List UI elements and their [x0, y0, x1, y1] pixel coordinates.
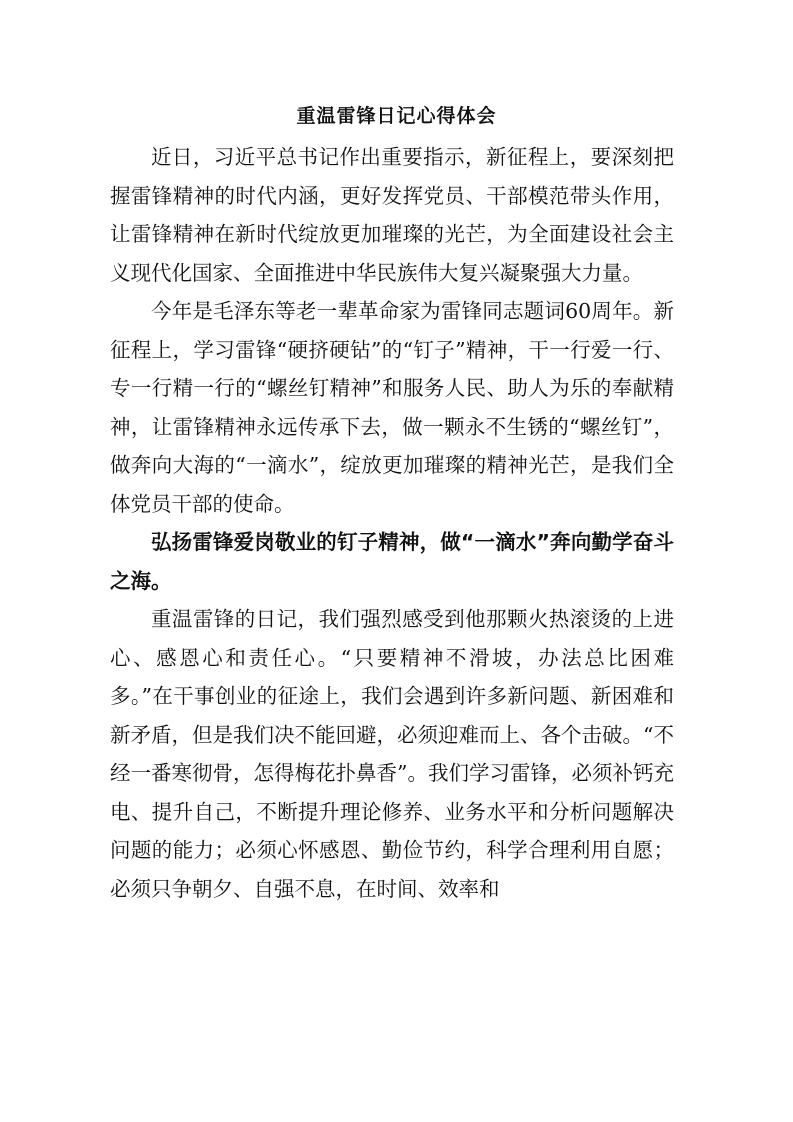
section-heading: 弘扬雷锋爱岗敬业的钉子精神，做“一滴水”奔向勤学奋斗之海。: [110, 530, 674, 593]
body-paragraph: 重温雷锋的日记，我们强烈感受到他那颗火热滚烫的上进心、感恩心和责任心。“只要精神不滑坡，办法总比困难多。”在干事创业的征途上，我们会遇到许多新问题、新困难和新矛盾，但是我们决不能回避，必须迎难而上、各个击破。“不经一番寒彻骨，怎得梅花扑鼻香”。我们学习雷锋，必须补钙充电、提升自己，不断提升理论修养、业务水平和分析问题解决问题的能力；必须心怀感恩、勤俭节约，科学合理利用自愿；必须只争朝夕、自强不息，在时间、效率和: [110, 607, 674, 901]
body-paragraph: 近日，习近平总书记作出重要指示，新征程上，要深刻把握雷锋精神的时代内涵，更好发挥党员、干部模范带头作用，让雷锋精神在新时代绽放更加璀璨的光芒，为全面建设社会主义现代化国家、全面推进中华民族伟大复兴凝聚强大力量。: [110, 145, 674, 285]
document-body: [110, 138, 674, 908]
body-paragraph: 今年是毛泽东等老一辈革命家为雷锋同志题词60周年。新征程上，学习雷锋“硬挤硬钻”的“钉子”精神，干一行爱一行、专一行精一行的“螺丝钉精神”和服务人民、助人为乐的奉献精神，让雷锋精神永远传承下去，做一颗永不生锈的“螺丝钉”，做奔向大海的“一滴水”，绽放更加璀璨的精神光芒，是我们全体党员干部的使命。: [110, 299, 674, 516]
document-title: 重温雷锋日记心得体会: [296, 105, 497, 127]
